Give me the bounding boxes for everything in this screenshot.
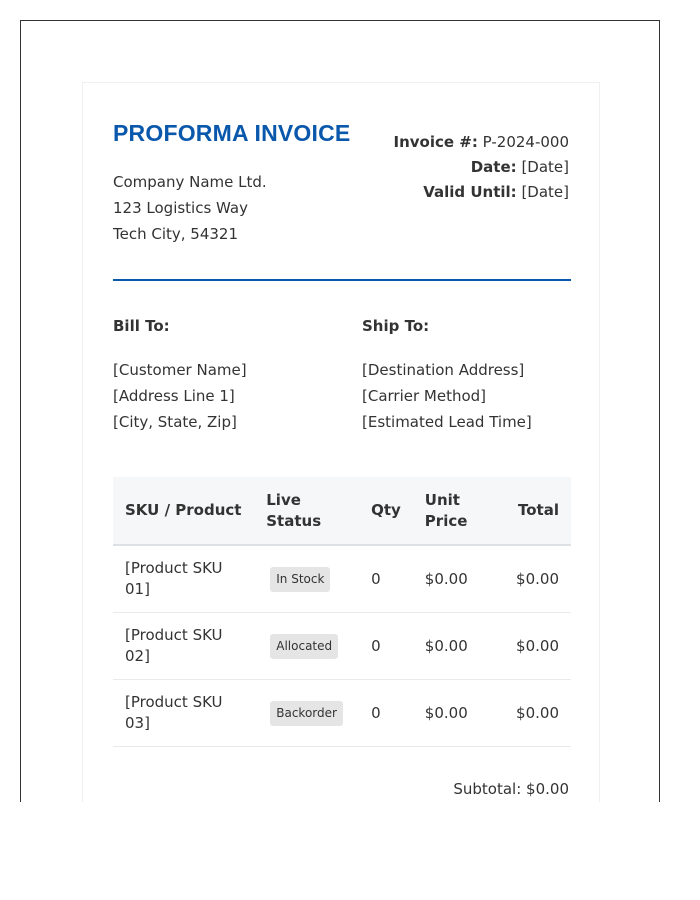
valid-until-label: Valid Until: [423, 183, 517, 201]
company-name: Company Name Ltd. [113, 173, 267, 191]
total-cell: $0.00 [498, 680, 571, 747]
table-header-row [113, 477, 571, 545]
invoice-meta [394, 130, 569, 205]
ship-to-line: [Carrier Method] [362, 387, 487, 405]
valid-until-row [394, 180, 569, 205]
column-header-total: Total [498, 477, 571, 545]
company-block [113, 169, 267, 247]
unit-price-cell: $0.00 [413, 545, 498, 613]
invoice-date-row [394, 155, 569, 180]
bill-to-line: [Address Line 1] [113, 387, 235, 405]
bill-to-block [113, 317, 247, 435]
invoice-date-label: Date: [470, 158, 517, 176]
valid-until-value: [Date] [521, 183, 569, 201]
column-header-status: Live Status [254, 477, 359, 545]
qty-cell: 0 [359, 613, 413, 680]
line-items-table [113, 477, 571, 747]
invoice-sheet [82, 82, 600, 802]
invoice-number-label: Invoice #: [393, 133, 478, 151]
qty-cell: 0 [359, 680, 413, 747]
ship-to-block [362, 317, 532, 435]
bill-to-heading: Bill To: [113, 317, 170, 335]
bill-to-line: [City, State, Zip] [113, 413, 237, 431]
status-badge: Allocated [270, 634, 338, 659]
status-cell [254, 545, 359, 613]
invoice-date-value: [Date] [521, 158, 569, 176]
total-cell: $0.00 [498, 545, 571, 613]
sku-cell: [Product SKU 02] [113, 613, 254, 680]
table-row [113, 613, 571, 680]
status-badge: Backorder [270, 701, 343, 726]
unit-price-cell: $0.00 [413, 680, 498, 747]
company-city-line: Tech City, 54321 [113, 225, 239, 243]
invoice-number-value: P-2024-000 [482, 133, 569, 151]
document-frame [20, 20, 660, 802]
invoice-title: PROFORMA INVOICE [113, 120, 351, 146]
company-address-line: 123 Logistics Way [113, 199, 248, 217]
qty-cell: 0 [359, 545, 413, 613]
bill-to-line: [Customer Name] [113, 361, 247, 379]
status-cell [254, 613, 359, 680]
status-badge: In Stock [270, 567, 330, 592]
column-header-unit-price: Unit Price [413, 477, 498, 545]
status-cell [254, 680, 359, 747]
unit-price-cell: $0.00 [413, 613, 498, 680]
table-row [113, 680, 571, 747]
total-cell: $0.00 [498, 613, 571, 680]
sku-cell: [Product SKU 01] [113, 545, 254, 613]
header-divider [113, 279, 571, 281]
invoice-number-row [394, 130, 569, 155]
ship-to-line: [Estimated Lead Time] [362, 413, 532, 431]
ship-to-line: [Destination Address] [362, 361, 525, 379]
subtotal: Subtotal: $0.00 [453, 780, 569, 798]
table-row [113, 545, 571, 613]
ship-to-heading: Ship To: [362, 317, 430, 335]
column-header-sku: SKU / Product [113, 477, 254, 545]
column-header-qty: Qty [359, 477, 413, 545]
sku-cell: [Product SKU 03] [113, 680, 254, 747]
